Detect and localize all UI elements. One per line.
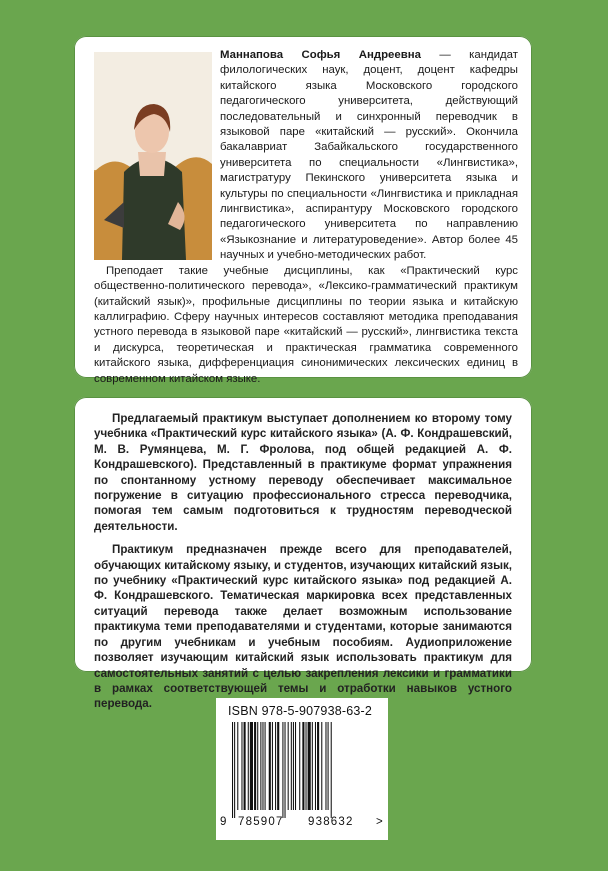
barcode-bar — [331, 722, 332, 818]
barcode-bar — [295, 722, 296, 810]
barcode-bar — [269, 722, 271, 810]
barcode-bar — [291, 722, 292, 810]
barcode-digit-first: 9 — [220, 816, 228, 828]
barcode-bar — [272, 722, 273, 810]
barcode-bar — [306, 722, 307, 810]
author-panel — [74, 36, 532, 385]
barcode-bar — [241, 722, 242, 810]
barcode-bar — [299, 722, 300, 810]
barcode-bar — [248, 722, 249, 810]
barcode-bar — [232, 722, 233, 818]
barcode-bar — [285, 722, 286, 818]
barcode-bars — [230, 722, 380, 818]
barcode-bar — [250, 722, 253, 810]
barcode-bar — [265, 722, 266, 810]
barcode-bar — [328, 722, 329, 810]
barcode-bar — [293, 722, 294, 810]
barcode-bar — [234, 722, 235, 818]
barcode-bar — [282, 722, 283, 818]
author-bio-teaching: Преподает такие учебные дисциплины, как «Практический курс общественно-политического перевода», «Лексико-грамматический практикум (китайский язык)», профильные дисциплины по теории языка и китайскую каллиграфию. Сферу научных интересов составляют методика преподавания устного перевода в языковой паре «китайский — русский», лингвистика текста и дискурса, теоретическая и практическая грамматика современного китайского языка, дифференциация синонимических лексических единиц в современном китайском языке. — [94, 264, 518, 385]
barcode-bar — [260, 722, 261, 810]
barcode-bar — [257, 722, 258, 810]
barcode-digits-right: 938632 — [308, 816, 354, 828]
barcode-bar — [325, 722, 326, 810]
description-paragraph-1: Предлагаемый практикум выступает дополнением ко второму тому учебника «Практический курс китайского языка» (А. Ф. Кондрашевский, М. В. Румянцева, М. Г. Фролова, под общей редакцией А. Ф. Кондрашевского). Представленный в практикуме формат упражнения по спонтанному устному переводу обеспечивает максимальное погружение в ситуацию профессионального стресса переводчика, помогая тем самым подготовиться к трудностям переводческой деятельности. — [94, 412, 512, 533]
barcode-bar — [262, 722, 263, 810]
barcode-bar — [277, 722, 279, 810]
barcode-bar — [312, 722, 313, 810]
barcode-bar — [244, 722, 246, 810]
barcode-box — [216, 698, 388, 840]
barcode-bar — [302, 722, 304, 810]
barcode-bar — [288, 722, 289, 810]
barcode-digits-left: 785907 — [238, 816, 284, 828]
barcode-end-mark: > — [376, 816, 384, 828]
barcode-bar — [317, 722, 319, 810]
author-bio-intro: — кандидат филологических наук, доцент, доцент кафедры китайского языка Московского городского педагогического университета, действующий последовательный и синхронный переводчик в языковой паре «китайский — русский». Окончила бакалавриат Забайкальского государственного университета по специальности «Лингвистика», магистратуру Пекинского университета языка и культуры по специальности «Лингвистика и прикладная лингвистика», аспирантуру Московского городского педагогического университета по направлению «Языкознание и литературоведение». Автор более 45 научных и учебно-методических работ. — [220, 49, 518, 262]
barcode-bar — [308, 722, 311, 810]
barcode-bar — [254, 722, 256, 810]
author-photo-illustration — [94, 52, 212, 260]
barcode-bar — [237, 722, 238, 810]
isbn-label: ISBN 978-5-907938-63-2 — [228, 704, 373, 718]
author-name: Маннапова Софья Андреевна — [220, 49, 421, 61]
description-text — [94, 411, 512, 720]
description-paragraph-2: Практикум предназначен прежде всего для преподавателей, обучающих китайскому языку, и студентов, изучающих китайский язык, по учебнику «Практический курс китайского языка» под редакцией А. Ф. Кондрашевского. Тематическая маркировка всех представленных ситуаций перевода также делает возможным использование практикума теми преподавателями и студентами, которые занимаются по другим учебникам и учебным пособиям. Аудиоприложение позволяет изучающим китайский язык использовать практикум для самостоятельных занятий с целью закрепления лексики и грамматики в рамках соответствующей темы и отработки навыков устного перевода. — [94, 543, 512, 711]
barcode-bar — [315, 722, 316, 810]
barcode-bar — [275, 722, 276, 810]
author-photo — [94, 52, 212, 260]
barcode-bar — [321, 722, 322, 810]
